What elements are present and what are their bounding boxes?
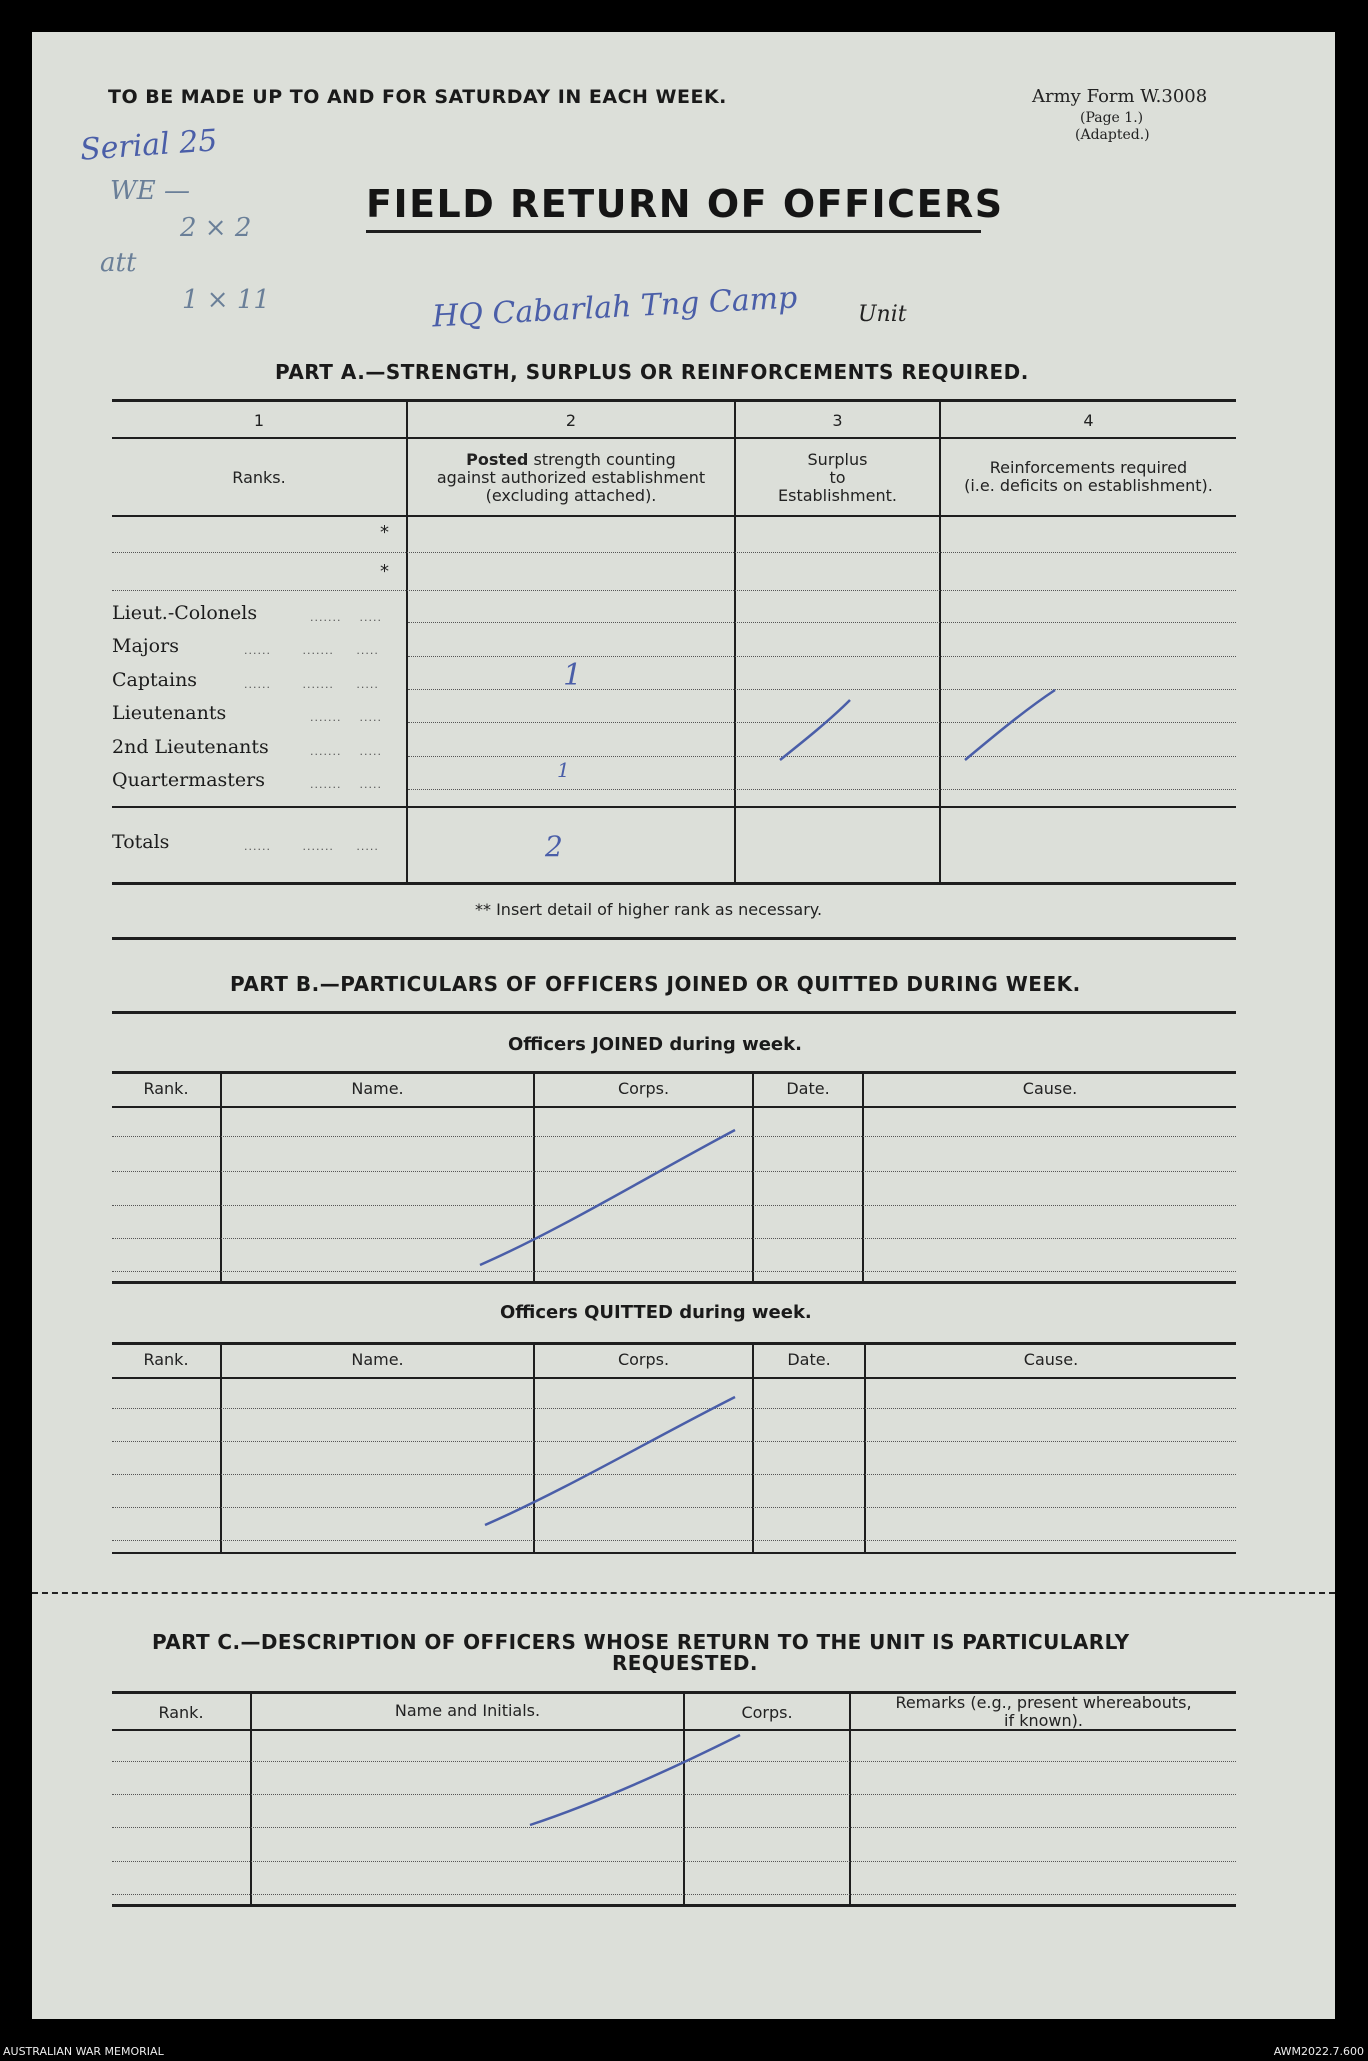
quitted-col-corps: Corps. bbox=[617, 1350, 670, 1369]
rank-2nd-lieutenants: 2nd Lieutenants bbox=[112, 736, 269, 758]
surplus-header-line1: Surplus bbox=[807, 450, 868, 469]
part-a-col-number-4: 4 bbox=[1083, 411, 1094, 430]
quitted-col-rank: Rank. bbox=[143, 1350, 189, 1369]
joined-col-divider bbox=[862, 1071, 864, 1283]
quitted-col-cause: Cause. bbox=[1023, 1350, 1079, 1369]
quitted-bottom-rule bbox=[112, 1552, 1236, 1554]
handwritten-we: WE — bbox=[110, 176, 190, 206]
part-a-title: PART A.—STRENGTH, SURPLUS OR REINFORCEMENTS REQUIRED. bbox=[275, 360, 1029, 384]
rank-captains: Captains bbox=[112, 669, 198, 691]
part-c-col-remarks-line1: Remarks (e.g., present whereabouts, bbox=[895, 1693, 1192, 1712]
star-mark-2: * bbox=[380, 561, 389, 582]
quitted-col-divider bbox=[752, 1342, 754, 1553]
part-a-row-line bbox=[408, 656, 1236, 657]
part-c-title-line1: PART C.—DESCRIPTION OF OFFICERS WHOSE RETURN TO THE UNIT IS PARTICULARLY bbox=[152, 1630, 1130, 1654]
joined-col-divider bbox=[752, 1071, 754, 1283]
part-a-end-rule bbox=[112, 937, 1236, 940]
part-c-col-rank: Rank. bbox=[158, 1703, 204, 1722]
instruction-text: TO BE MADE UP TO AND FOR SATURDAY IN EACH WEEK. bbox=[108, 86, 727, 108]
part-a-bottom-rule bbox=[112, 882, 1236, 885]
part-c-strike-mark bbox=[520, 1725, 760, 1835]
posted-header-line3: (excluding attached). bbox=[485, 486, 657, 505]
page-title: FIELD RETURN OF OFFICERS bbox=[366, 182, 1004, 226]
quitted-col-date: Date. bbox=[787, 1350, 831, 1369]
totals-posted-value: 2 bbox=[545, 830, 563, 863]
reinforcements-strike-mark bbox=[955, 680, 1075, 770]
part-c-title-line2: REQUESTED. bbox=[612, 1651, 758, 1675]
rank-leader: ....... ..... bbox=[310, 778, 382, 791]
form-id: Army Form W.3008 bbox=[1032, 86, 1208, 107]
quitted-header-rule bbox=[112, 1377, 1236, 1379]
joined-bottom-rule bbox=[112, 1281, 1236, 1284]
quitted-col-divider bbox=[864, 1342, 866, 1553]
handwritten-att-value: 1 × 11 bbox=[182, 285, 270, 315]
joined-strike-mark bbox=[470, 1120, 750, 1280]
joined-top-rule bbox=[112, 1071, 1236, 1074]
part-c-row-line bbox=[112, 1861, 1236, 1862]
ranks-header: Ranks. bbox=[232, 468, 286, 487]
handwritten-we-value: 2 × 2 bbox=[180, 213, 252, 243]
part-a-row-line bbox=[112, 552, 1236, 553]
reinforcements-header-line1: Reinforcements required bbox=[989, 458, 1188, 477]
part-c-bottom-rule bbox=[112, 1904, 1236, 1907]
rank-leader: ...... ....... ..... bbox=[244, 840, 379, 853]
unit-label: Unit bbox=[858, 302, 907, 327]
quitted-title: Officers QUITTED during week. bbox=[500, 1302, 812, 1323]
rank-totals: Totals bbox=[112, 831, 170, 853]
part-a-col-number-1: 1 bbox=[253, 411, 265, 430]
surplus-header bbox=[736, 451, 939, 505]
joined-col-date: Date. bbox=[786, 1079, 830, 1098]
title-underline bbox=[366, 230, 981, 233]
unit-name: HQ Cabarlah Tng Camp bbox=[431, 280, 799, 335]
joined-col-rank: Rank. bbox=[143, 1079, 189, 1098]
rank-leader: ...... ....... ..... bbox=[244, 678, 379, 691]
part-a-row-line bbox=[112, 590, 1236, 591]
part-a-row-line bbox=[408, 622, 1236, 623]
part-c-row-line bbox=[112, 1894, 1236, 1895]
part-a-top-rule bbox=[112, 399, 1236, 402]
rank-leader: ....... ..... bbox=[310, 711, 382, 724]
rank-lieut-colonels: Lieut.-Colonels bbox=[112, 602, 258, 624]
joined-col-cause: Cause. bbox=[1022, 1079, 1078, 1098]
surplus-header-line3: Establishment. bbox=[778, 486, 897, 505]
quitted-col-divider bbox=[220, 1342, 222, 1553]
rank-leader: ...... ....... ..... bbox=[244, 644, 379, 657]
footer-credit-right: AWM2022.7.600 bbox=[1273, 2045, 1364, 2058]
part-c-col-divider bbox=[250, 1691, 252, 1905]
part-a-header-rule bbox=[112, 515, 1236, 517]
rank-quartermasters: Quartermasters bbox=[112, 769, 265, 791]
posted-header-line1: strength counting bbox=[533, 450, 676, 469]
rank-leader: ....... ..... bbox=[310, 611, 382, 624]
part-a-col-number-2: 2 bbox=[565, 411, 577, 430]
quitted-strike-mark bbox=[470, 1385, 750, 1545]
reinforcements-header bbox=[941, 459, 1236, 495]
perforation-line bbox=[32, 1592, 1335, 1594]
quitted-top-rule bbox=[112, 1342, 1236, 1345]
form-adapted: (Adapted.) bbox=[1075, 127, 1150, 143]
joined-col-divider bbox=[220, 1071, 222, 1283]
surplus-header-line2: to bbox=[829, 468, 846, 487]
rank-leader: ....... ..... bbox=[310, 745, 382, 758]
part-a-totals-rule bbox=[112, 806, 1236, 808]
captains-posted-value: 1 bbox=[563, 658, 583, 693]
posted-header bbox=[408, 451, 734, 505]
footer-credit-left: AUSTRALIAN WAR MEMORIAL bbox=[3, 2045, 164, 2058]
quartermasters-posted-value: 1 bbox=[557, 758, 570, 782]
joined-col-name: Name. bbox=[351, 1079, 404, 1098]
surplus-strike-mark bbox=[760, 690, 880, 770]
part-c-col-name: Name and Initials. bbox=[394, 1701, 541, 1720]
posted-header-line2: against authorized establishment bbox=[436, 468, 706, 487]
part-b-title-rule bbox=[112, 1011, 1236, 1014]
rank-lieutenants: Lieutenants bbox=[112, 702, 227, 724]
joined-title: Officers JOINED during week. bbox=[508, 1034, 802, 1055]
part-c-col-remarks bbox=[851, 1694, 1236, 1730]
part-a-row-line bbox=[408, 789, 1236, 790]
reinforcements-header-line2: (i.e. deficits on establishment). bbox=[964, 476, 1213, 495]
joined-col-corps: Corps. bbox=[617, 1079, 670, 1098]
part-a-col-number-3: 3 bbox=[832, 411, 843, 430]
part-a-footnote: ** Insert detail of higher rank as necessary. bbox=[475, 900, 823, 919]
quitted-col-name: Name. bbox=[351, 1350, 404, 1369]
handwritten-serial: Serial 25 bbox=[78, 123, 219, 168]
joined-header-rule bbox=[112, 1106, 1236, 1108]
star-mark-1: * bbox=[380, 522, 389, 543]
posted-header-bold: Posted bbox=[466, 450, 529, 469]
form-page: (Page 1.) bbox=[1080, 110, 1144, 126]
part-c-col-remarks-line2: if known). bbox=[1004, 1711, 1083, 1730]
rank-majors: Majors bbox=[112, 635, 179, 657]
part-c-col-corps: Corps. bbox=[741, 1703, 793, 1722]
handwritten-att: att bbox=[100, 248, 137, 278]
part-b-title: PART B.—PARTICULARS OF OFFICERS JOINED OR QUITTED DURING WEEK. bbox=[230, 972, 1081, 996]
part-a-number-rule bbox=[112, 437, 1236, 439]
